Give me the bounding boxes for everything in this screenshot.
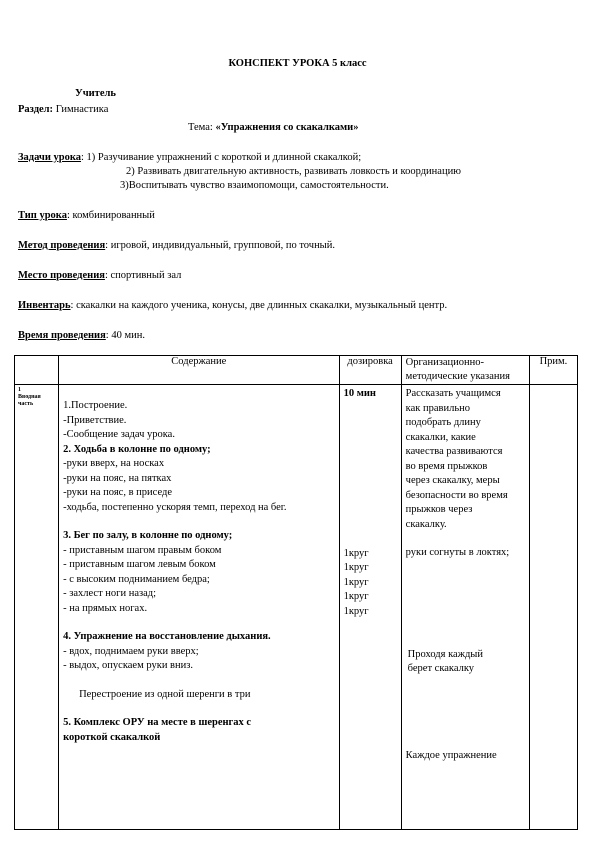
objectives-label: Задачи урока — [18, 152, 82, 163]
s1-title: 1.Построение. — [63, 400, 128, 411]
note-line: скакалки, какие — [405, 431, 476, 443]
topic-label: Тема: — [188, 122, 213, 133]
note-line: через скакалку, меры — [405, 475, 500, 486]
note-cell — [529, 385, 577, 830]
part-name-line-1: Вводная — [18, 394, 41, 400]
note-arms: руки согнуты в локтях; — [405, 547, 510, 558]
section-label: Раздел: — [18, 104, 54, 115]
list-item: -Приветствие. — [63, 414, 127, 426]
lesson-table — [14, 355, 578, 830]
time-label: Время проведения — [18, 330, 106, 341]
note-pass-line-2: берет скакалку — [407, 663, 475, 674]
dosage-lap: 1круг — [343, 547, 369, 559]
dosage-lap: 1круг — [343, 576, 369, 588]
header-part-cell — [15, 356, 59, 385]
part-cell — [15, 385, 59, 830]
page-title: КОНСПЕКТ УРОКА 5 класс — [228, 58, 367, 69]
list-item: - с высоким подниманием бедра; — [63, 573, 210, 585]
table-header-row — [15, 356, 578, 385]
lesson-type-line — [18, 210, 155, 221]
lesson-type-label: Тип урока — [18, 210, 67, 221]
note-line: Рассказать учащимся — [405, 388, 501, 399]
list-item: -ходьба, постепенно ускоряя темп, переход на бег. — [63, 501, 287, 513]
s3-title: 3. Бег по залу, в колонне по одному; — [63, 530, 233, 541]
s2-title: 2. Ходьба в колонне по одному; — [63, 443, 211, 455]
table-row — [15, 385, 578, 830]
section-line — [18, 104, 108, 115]
header-content: Содержание — [59, 356, 339, 385]
header-dosage: дозировка — [339, 356, 401, 385]
method-line — [18, 240, 335, 251]
org-notes-cell — [401, 385, 529, 830]
dosage-lap: 1круг — [343, 591, 369, 602]
topic-line — [188, 122, 358, 133]
note-line: безопасности во время — [405, 489, 508, 501]
method-value: : игровой, индивидуальный, групповой, по точный. — [105, 240, 335, 251]
part-number: 1 — [18, 387, 21, 393]
list-item: - вдох, поднимаем руки вверх; — [63, 645, 199, 657]
list-item: -Сообщение задач урока. — [63, 429, 175, 440]
objective-3: 3)Воспитывать чувство взаимопомощи, самостоятельности. — [120, 180, 389, 191]
objectives-line-1 — [18, 152, 361, 163]
header-note: Прим. — [529, 356, 577, 385]
list-item: - приставным шагом левым боком — [63, 559, 216, 570]
list-item: - захлест ноги назад; — [63, 588, 157, 599]
note-pass-line-1: Проходя каждый — [407, 648, 483, 660]
s4-title: 4. Упражнение на восстановление дыхания. — [63, 631, 271, 642]
method-label: Метод проведения — [18, 240, 106, 251]
inventory-value: : скакалки на каждого ученика, конусы, две длинных скакалки, музыкальный центр. — [70, 300, 448, 311]
objective-1: : 1) Разучивание упражнений с короткой и длинной скакалкой; — [81, 152, 362, 163]
place-label: Место проведения — [18, 270, 105, 281]
time-line — [18, 330, 145, 341]
inventory-label: Инвентарь — [18, 300, 71, 311]
section-value: Гимнастика — [53, 104, 109, 115]
place-value: : спортивный зал — [104, 270, 182, 281]
list-item: - выдох, опускаем руки вниз. — [63, 660, 194, 671]
header-org-line-2: методические указания — [405, 371, 510, 382]
dosage-lap: 1круг — [343, 605, 369, 617]
teacher-label: Учитель — [75, 88, 116, 99]
list-item: -руки вверх, на носках — [63, 458, 165, 469]
header-org-line-1: Организационно- — [405, 357, 484, 368]
place-line — [18, 270, 181, 281]
note-line: как правильно — [405, 402, 471, 414]
part-name-line-2: часть — [18, 401, 34, 407]
dosage-cell — [339, 385, 401, 830]
list-item: - приставным шагом правым боком — [63, 544, 222, 556]
s5-title-line-1: 5. Комплекс ОРУ на месте в шеренгах с — [63, 717, 252, 728]
header-org-notes — [401, 356, 529, 385]
note-line: качества развиваются — [405, 446, 503, 457]
note-line: скакалку. — [405, 518, 447, 530]
dosage-total: 10 мин — [343, 388, 376, 399]
objective-2: 2) Развивать двигательную активность, развивать ловкость и координацию — [126, 166, 462, 177]
note-line: прыжков через — [405, 504, 473, 515]
content-cell — [59, 385, 339, 830]
note-line: во время прыжков — [405, 460, 488, 472]
inventory-line — [18, 300, 447, 311]
s5-title-line-2: короткой скакалкой — [63, 731, 161, 743]
time-value: : 40 мин. — [105, 330, 145, 341]
regroup-text: Перестроение из одной шеренги в три — [79, 688, 251, 700]
lesson-type-value: : комбинированный — [66, 210, 155, 221]
list-item: - на прямых ногах. — [63, 602, 148, 614]
list-item: -руки на пояс, на пятках — [63, 472, 172, 484]
note-line: подобрать длину — [405, 417, 481, 428]
dosage-lap: 1круг — [343, 562, 369, 573]
list-item: -руки на пояс, в приседе — [63, 487, 172, 498]
note-each-exercise: Каждое упражнение — [405, 749, 497, 761]
topic-value: «Упражнения со скакалками» — [212, 122, 359, 133]
